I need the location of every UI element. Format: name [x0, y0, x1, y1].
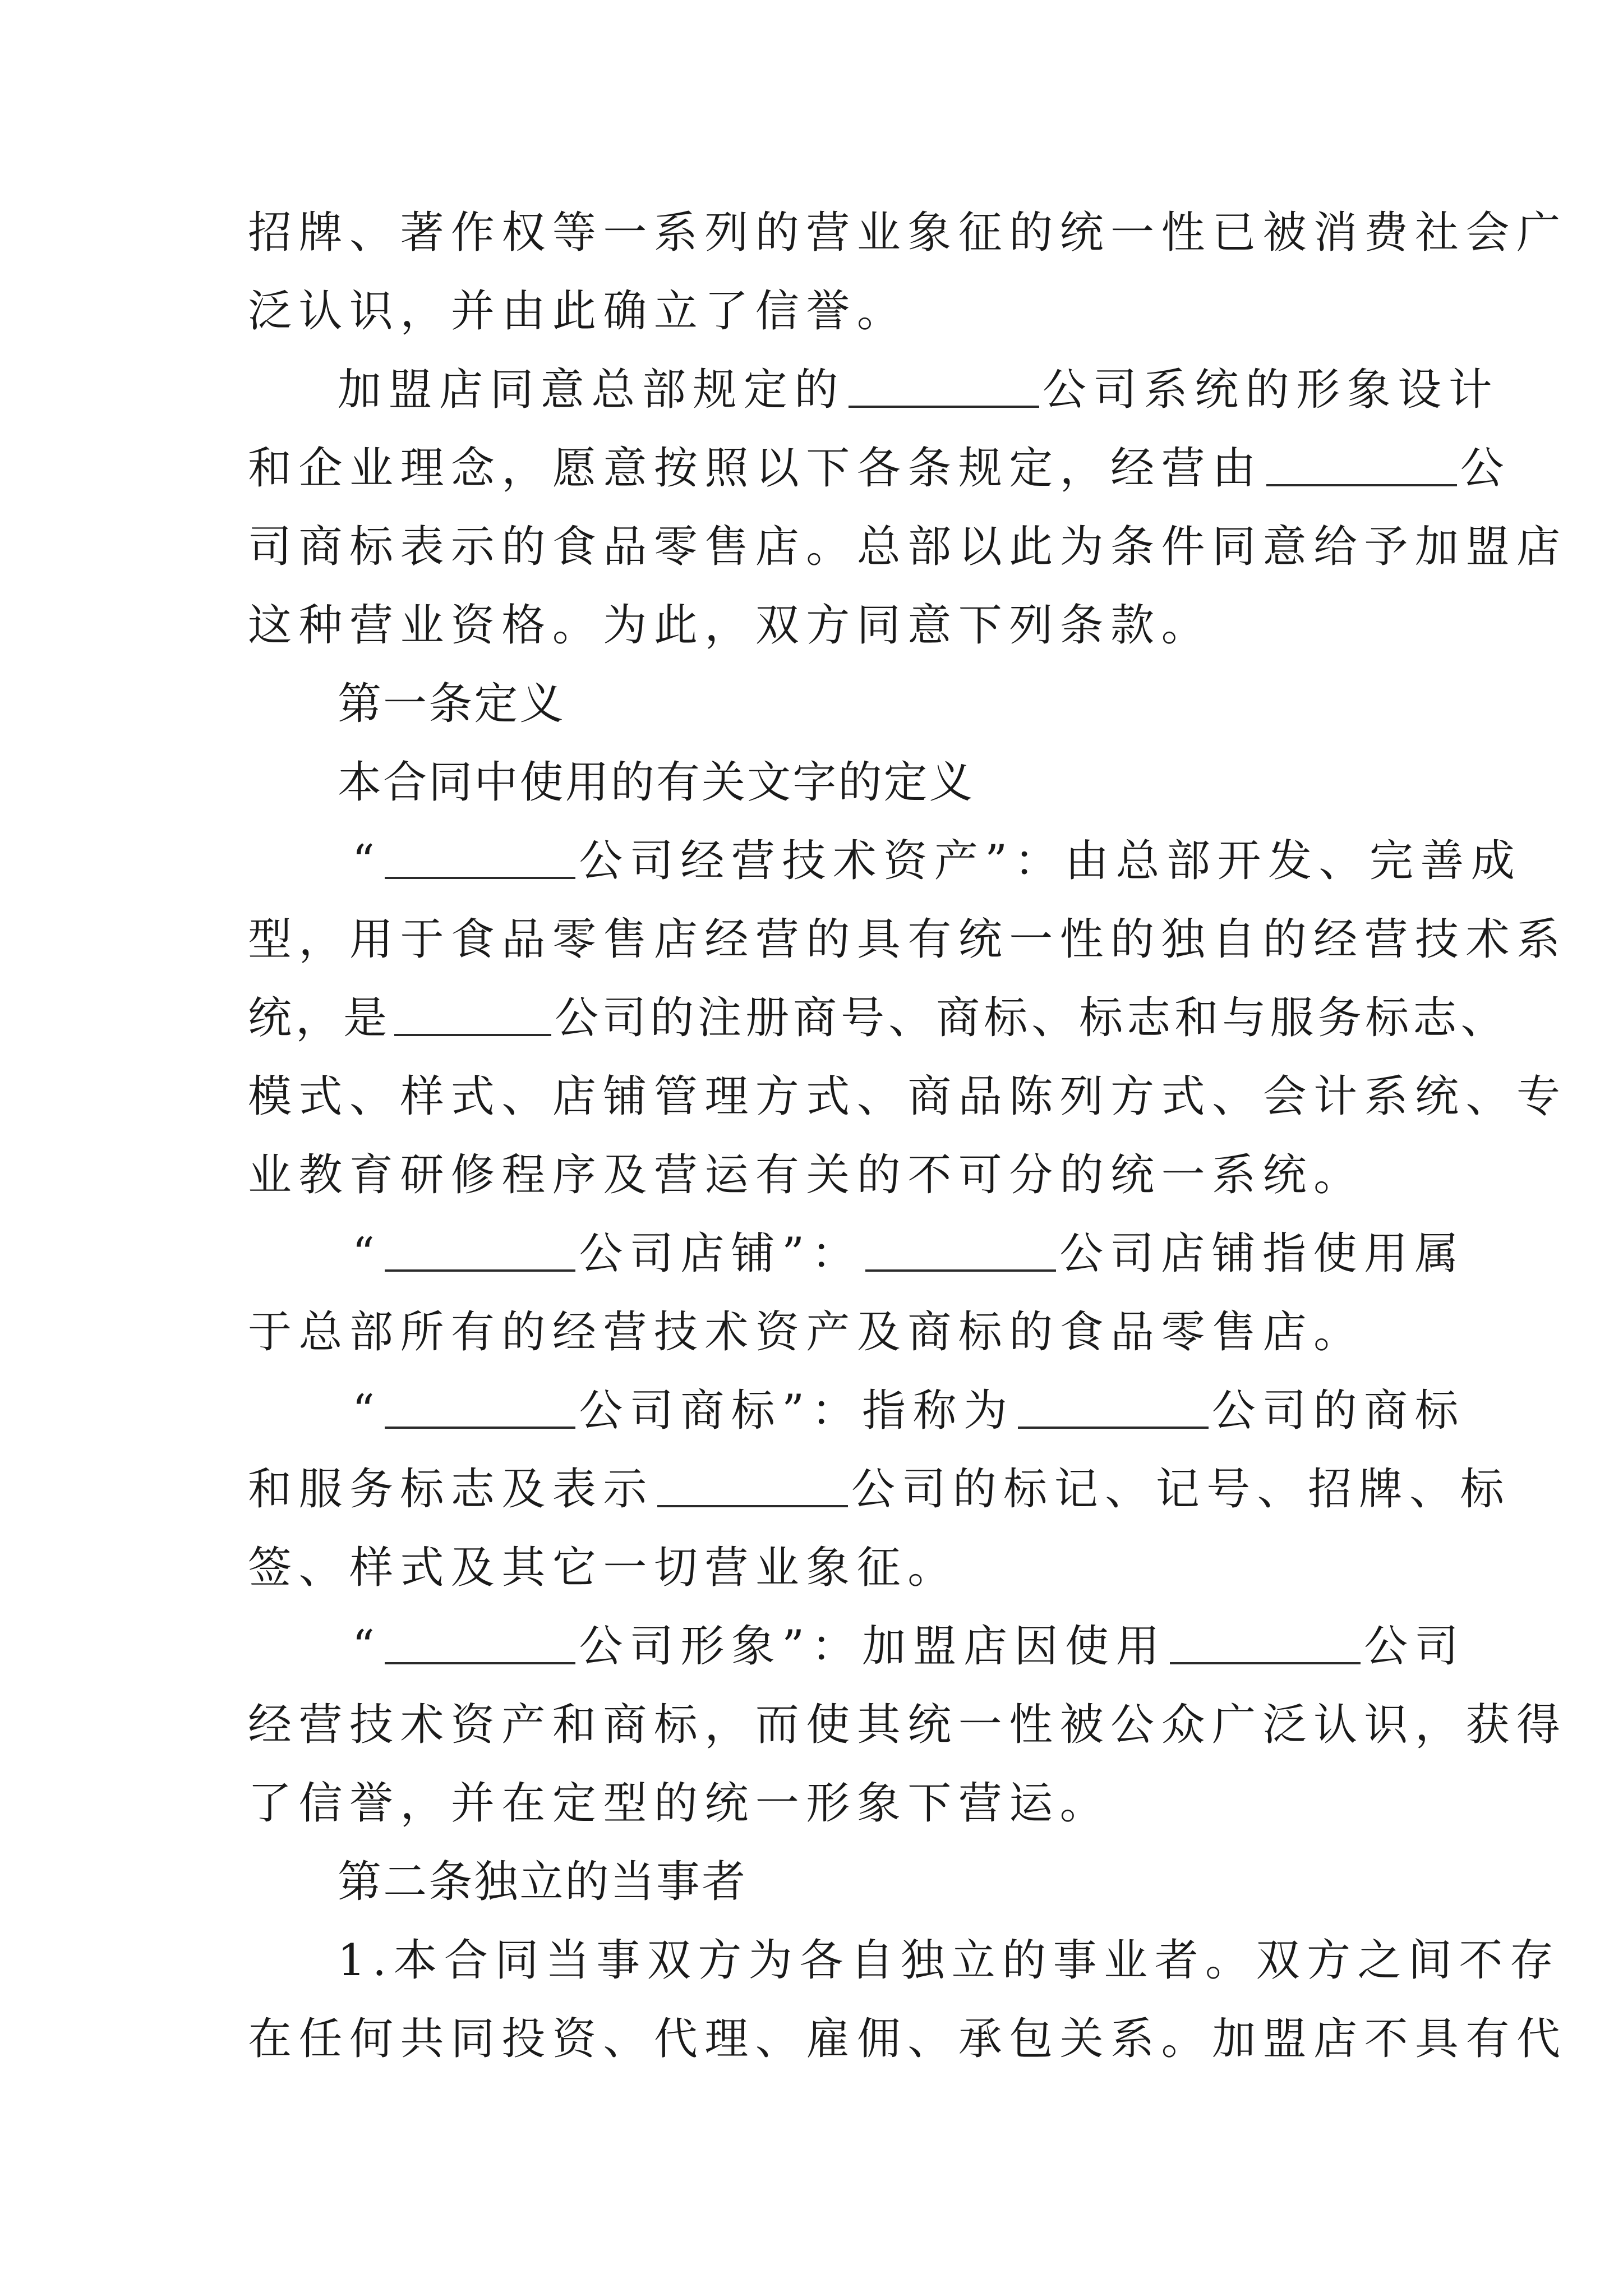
text-line: 在任何共同投资、代理、雇佣、承包关系。加盟店不具有代 [248, 2014, 1567, 2064]
text-line: 本合同中使用的有关文字的定义 [338, 757, 975, 808]
fill-in-blank[interactable] [657, 1466, 848, 1507]
text-line: 这种营业资格。为此，双方同意下列条款。 [248, 600, 1212, 651]
text-line: 和服务标志及表示 公司的标记、记号、招牌、标 [248, 1464, 1511, 1515]
article-heading: 第二条独立的当事者 [338, 1857, 748, 1907]
text-line: “ 公司商标”：指称为 公司的商标 [352, 1386, 1465, 1436]
text-line: “ 公司店铺”： 公司店铺指使用属 [352, 1228, 1465, 1279]
text-line: 于总部所有的经营技术资产及商标的食品零售店。 [248, 1307, 1364, 1358]
text-line: 招牌、著作权等一系列的营业象征的统一性已被消费社会广 [248, 208, 1567, 258]
fill-in-blank[interactable] [849, 366, 1039, 408]
text-line: 模式、样式、店铺管理方式、商品陈列方式、会计系统、专 [248, 1071, 1567, 1122]
text-line: 签、样式及其它一切营业象征。 [248, 1543, 958, 1593]
fill-in-blank[interactable] [1170, 1623, 1361, 1664]
text-line: “ 公司形象”：加盟店因使用 公司 [352, 1621, 1465, 1672]
fill-in-blank[interactable] [385, 1623, 575, 1664]
text-line: 经营技术资产和商标，而使其统一性被公众广泛认识，获得 [248, 1700, 1567, 1750]
text-line: 统，是 公司的注册商号、商标、标志和与服务标志、 [248, 993, 1509, 1043]
text-line: 了信誉，并在定型的统一形象下营运。 [248, 1778, 1111, 1829]
fill-in-blank[interactable] [1018, 1387, 1209, 1429]
fill-in-blank[interactable] [385, 1387, 575, 1429]
fill-in-blank[interactable] [865, 1230, 1056, 1272]
fill-in-blank[interactable] [1266, 445, 1457, 486]
text-line: 泛认识，并由此确立了信誉。 [248, 286, 908, 337]
text-line: “ 公司经营技术资产”：由总部开发、完善成 [352, 836, 1522, 886]
text-line: 司商标表示的食品零售店。总部以此为条件同意给予加盟店 [248, 522, 1567, 572]
text-line: 和企业理念，愿意按照以下各条规定，经营由 公 [248, 443, 1511, 494]
fill-in-blank[interactable] [385, 1230, 575, 1272]
fill-in-blank[interactable] [394, 995, 551, 1036]
text-line: 业教育研修程序及营运有关的不可分的统一系统。 [248, 1150, 1364, 1200]
fill-in-blank[interactable] [385, 838, 575, 879]
text-line: 1.本合同当事双方为各自独立的事业者。双方之间不存 [338, 1935, 1561, 1986]
text-line: 型，用于食品零售店经营的具有统一性的独自的经营技术系 [248, 914, 1567, 965]
article-heading: 第一条定义 [338, 679, 565, 729]
text-line: 加盟店同意总部规定的 公司系统的形象设计 [338, 365, 1500, 415]
